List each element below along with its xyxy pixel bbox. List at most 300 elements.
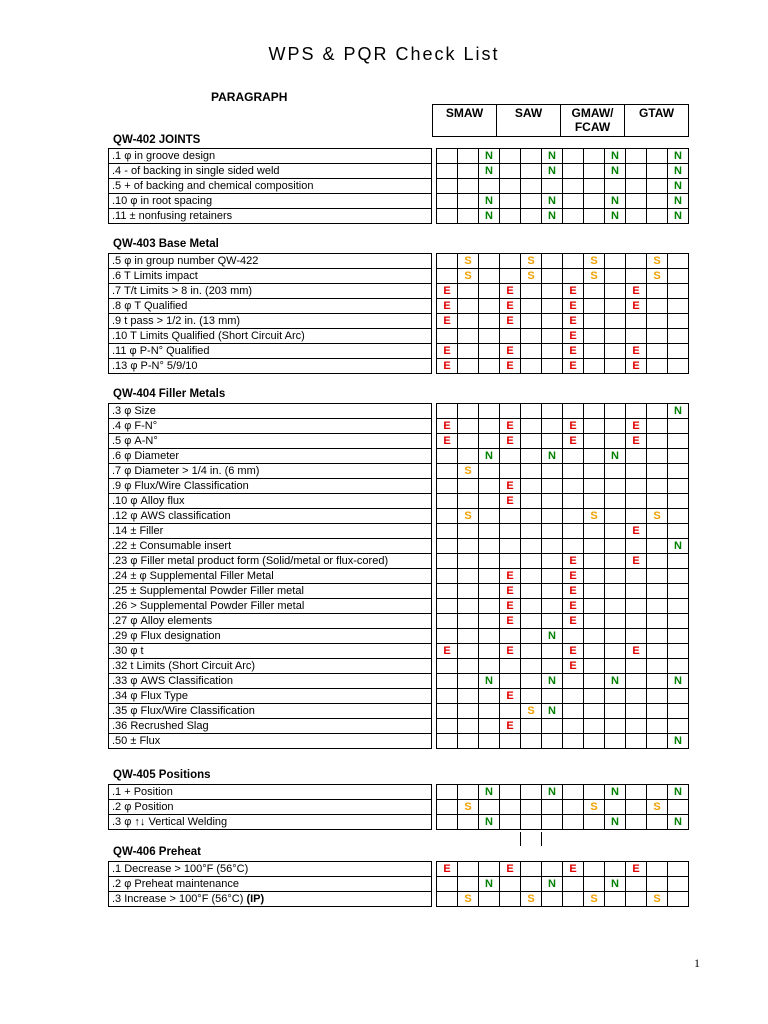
table-row (109, 892, 689, 907)
row-label: .33 φ AWS Classification (109, 674, 432, 689)
mark-cell (521, 359, 542, 374)
mark-cell: N (668, 179, 689, 194)
mark-cell (500, 785, 521, 800)
mark-cell: E (563, 554, 584, 569)
mark-cell: S (584, 509, 605, 524)
mark-cell: N (542, 149, 563, 164)
mark-cell (605, 644, 626, 659)
mark-cell (584, 554, 605, 569)
mark-cell (458, 554, 479, 569)
mark-cell (584, 815, 605, 830)
mark-cell (647, 299, 668, 314)
mark-cell (626, 569, 647, 584)
mark-cell (584, 569, 605, 584)
mark-cell: E (626, 434, 647, 449)
mark-cell (626, 800, 647, 815)
mark-cell (542, 524, 563, 539)
mark-cell (626, 254, 647, 269)
mark-cell (542, 719, 563, 734)
mark-cell: E (500, 419, 521, 434)
mark-cell (605, 554, 626, 569)
mark-cell (437, 877, 458, 892)
mark-cell (437, 704, 458, 719)
mark-cell (626, 209, 647, 224)
mark-cell: N (542, 164, 563, 179)
mark-cell (542, 892, 563, 907)
mark-cell (542, 644, 563, 659)
mark-cell (521, 815, 542, 830)
mark-cell (458, 479, 479, 494)
mark-cell: E (437, 314, 458, 329)
mark-cell (584, 299, 605, 314)
mark-cell (647, 674, 668, 689)
mark-cell (479, 284, 500, 299)
table-row (109, 539, 689, 554)
mark-cell (626, 689, 647, 704)
mark-cell (437, 494, 458, 509)
mark-cell (584, 704, 605, 719)
mark-cell (542, 569, 563, 584)
row-label: .22 ± Consumable insert (109, 539, 432, 554)
mark-cell (668, 344, 689, 359)
mark-cell (605, 179, 626, 194)
mark-cell (437, 269, 458, 284)
mark-cell (584, 329, 605, 344)
mark-cell: E (563, 419, 584, 434)
section-table (108, 861, 689, 907)
mark-cell (521, 509, 542, 524)
mark-cell (563, 179, 584, 194)
mark-cell: E (626, 344, 647, 359)
mark-cell (437, 629, 458, 644)
row-label: .7 T/t Limits > 8 in. (203 mm) (109, 284, 432, 299)
mark-cell (647, 877, 668, 892)
mark-cell (626, 194, 647, 209)
mark-cell (647, 614, 668, 629)
mark-cell (542, 269, 563, 284)
mark-cell (605, 329, 626, 344)
mark-cell (437, 554, 458, 569)
mark-cell (542, 494, 563, 509)
row-label: .3 φ Size (109, 404, 432, 419)
mark-cell (542, 815, 563, 830)
mark-cell (584, 719, 605, 734)
mark-cell (584, 659, 605, 674)
table-row (109, 785, 689, 800)
mark-cell (542, 479, 563, 494)
table-row (109, 734, 689, 749)
mark-cell: E (500, 569, 521, 584)
row-label: .5 φ A-N° (109, 434, 432, 449)
column-header-gtaw: GTAW (625, 105, 689, 137)
mark-cell (437, 674, 458, 689)
mark-cell (605, 629, 626, 644)
mark-cell (521, 419, 542, 434)
mark-cell (647, 209, 668, 224)
mark-cell: E (563, 299, 584, 314)
mark-cell (668, 659, 689, 674)
mark-cell (500, 329, 521, 344)
mark-cell (479, 599, 500, 614)
mark-cell: S (458, 509, 479, 524)
mark-cell: E (437, 419, 458, 434)
mark-cell (542, 329, 563, 344)
mark-cell: N (668, 194, 689, 209)
mark-cell: E (500, 434, 521, 449)
mark-cell (584, 734, 605, 749)
mark-cell (647, 659, 668, 674)
mark-cell (563, 524, 584, 539)
row-label: .36 Recrushed Slag (109, 719, 432, 734)
mark-cell (647, 344, 668, 359)
mark-cell: N (668, 539, 689, 554)
table-row (109, 704, 689, 719)
mark-cell (458, 209, 479, 224)
table-row (109, 179, 689, 194)
row-label: .6 T Limits impact (109, 269, 432, 284)
mark-cell (563, 785, 584, 800)
mark-cell: E (437, 434, 458, 449)
mark-cell (479, 584, 500, 599)
mark-cell (626, 479, 647, 494)
mark-cell: N (668, 149, 689, 164)
mark-cell (521, 164, 542, 179)
mark-cell: E (437, 862, 458, 877)
mark-cell (626, 269, 647, 284)
table-row (109, 584, 689, 599)
table-row (109, 269, 689, 284)
mark-cell: N (479, 209, 500, 224)
mark-cell: N (479, 785, 500, 800)
mark-cell (605, 599, 626, 614)
mark-cell: S (584, 892, 605, 907)
mark-cell (521, 479, 542, 494)
row-label: .9 t pass > 1/2 in. (13 mm) (109, 314, 432, 329)
mark-cell (626, 509, 647, 524)
table-row (109, 464, 689, 479)
mark-cell (626, 704, 647, 719)
mark-cell: N (479, 449, 500, 464)
mark-cell (437, 659, 458, 674)
mark-cell (437, 209, 458, 224)
mark-cell (479, 179, 500, 194)
table-row (109, 524, 689, 539)
mark-cell (521, 877, 542, 892)
mark-cell (437, 149, 458, 164)
mark-cell (542, 509, 563, 524)
mark-cell (626, 877, 647, 892)
mark-cell: N (479, 164, 500, 179)
mark-cell (500, 179, 521, 194)
mark-cell (458, 149, 479, 164)
section-title: QW-402 JOINTS (113, 134, 201, 146)
mark-cell: E (563, 344, 584, 359)
section-title: QW-403 Base Metal (113, 238, 219, 250)
mark-cell (500, 524, 521, 539)
mark-cell (458, 284, 479, 299)
mark-cell (542, 404, 563, 419)
mark-cell (668, 284, 689, 299)
row-label: .7 φ Diameter > 1/4 in. (6 mm) (109, 464, 432, 479)
row-label: .50 ± Flux (109, 734, 432, 749)
mark-cell: E (626, 862, 647, 877)
mark-cell (458, 494, 479, 509)
mark-cell (521, 614, 542, 629)
mark-cell (521, 344, 542, 359)
mark-cell (605, 509, 626, 524)
mark-cell: E (563, 329, 584, 344)
mark-cell (563, 164, 584, 179)
mark-cell (521, 785, 542, 800)
mark-cell (668, 704, 689, 719)
mark-cell (563, 464, 584, 479)
mark-cell: E (500, 494, 521, 509)
mark-cell (500, 404, 521, 419)
mark-cell: E (626, 419, 647, 434)
mark-cell (521, 674, 542, 689)
mark-cell (626, 674, 647, 689)
mark-cell (521, 464, 542, 479)
table-row (109, 599, 689, 614)
mark-cell (626, 539, 647, 554)
mark-cell (521, 554, 542, 569)
mark-cell (584, 149, 605, 164)
mark-cell (668, 584, 689, 599)
mark-cell: N (668, 734, 689, 749)
mark-cell: E (563, 659, 584, 674)
mark-cell (647, 524, 668, 539)
mark-cell (563, 449, 584, 464)
mark-cell (437, 614, 458, 629)
table-row (109, 254, 689, 269)
mark-cell: E (626, 284, 647, 299)
mark-cell (647, 179, 668, 194)
row-label: .30 φ t (109, 644, 432, 659)
mark-cell (626, 314, 647, 329)
mark-cell (458, 164, 479, 179)
mark-cell: N (605, 877, 626, 892)
mark-cell (626, 892, 647, 907)
mark-cell: N (605, 149, 626, 164)
mark-cell (458, 329, 479, 344)
mark-cell (437, 539, 458, 554)
mark-cell (479, 359, 500, 374)
mark-cell (626, 815, 647, 830)
mark-cell (605, 614, 626, 629)
mark-cell: S (521, 254, 542, 269)
mark-cell (437, 254, 458, 269)
mark-cell (521, 719, 542, 734)
mark-cell (605, 314, 626, 329)
mark-cell: E (500, 862, 521, 877)
table-row (109, 314, 689, 329)
mark-cell (647, 719, 668, 734)
mark-cell (479, 479, 500, 494)
row-label: .1 Decrease > 100°F (56°C) (109, 862, 432, 877)
mark-cell (605, 689, 626, 704)
mark-cell: N (605, 815, 626, 830)
mark-cell (437, 584, 458, 599)
mark-cell (437, 179, 458, 194)
mark-cell (437, 599, 458, 614)
table-row (109, 509, 689, 524)
mark-cell (500, 659, 521, 674)
mark-cell: S (521, 704, 542, 719)
mark-cell (500, 194, 521, 209)
mark-cell (500, 149, 521, 164)
section-table (108, 253, 689, 374)
row-label: .1 + Position (109, 785, 432, 800)
mark-cell (458, 877, 479, 892)
mark-cell (479, 554, 500, 569)
mark-cell (437, 164, 458, 179)
mark-cell (458, 419, 479, 434)
mark-cell (668, 419, 689, 434)
mark-cell (521, 284, 542, 299)
mark-cell (542, 584, 563, 599)
table-row (109, 164, 689, 179)
mark-cell: S (584, 269, 605, 284)
mark-cell: E (626, 644, 647, 659)
mark-cell: N (668, 815, 689, 830)
mark-cell: E (437, 284, 458, 299)
mark-cell: S (458, 464, 479, 479)
section-table (108, 784, 689, 830)
mark-cell (479, 800, 500, 815)
mark-cell: E (626, 524, 647, 539)
mark-cell (458, 644, 479, 659)
mark-cell: E (437, 299, 458, 314)
row-label: .6 φ Diameter (109, 449, 432, 464)
mark-cell (521, 179, 542, 194)
mark-cell (563, 269, 584, 284)
mark-cell (542, 464, 563, 479)
mark-cell: N (668, 404, 689, 419)
mark-cell (437, 734, 458, 749)
mark-cell: N (479, 815, 500, 830)
mark-cell (437, 404, 458, 419)
table-row (109, 554, 689, 569)
mark-cell: N (542, 449, 563, 464)
mark-cell (458, 659, 479, 674)
mark-cell (542, 284, 563, 299)
row-label: .8 φ T Qualified (109, 299, 432, 314)
mark-cell (584, 314, 605, 329)
mark-cell: N (605, 194, 626, 209)
mark-cell (626, 629, 647, 644)
mark-cell: S (458, 269, 479, 284)
mark-cell (521, 314, 542, 329)
mark-cell (500, 539, 521, 554)
mark-cell (668, 524, 689, 539)
mark-cell (647, 359, 668, 374)
mark-cell (647, 479, 668, 494)
mark-cell (521, 644, 542, 659)
mark-cell: N (542, 674, 563, 689)
section-title: QW-406 Preheat (113, 846, 201, 858)
mark-cell (605, 719, 626, 734)
mark-cell (542, 599, 563, 614)
mark-cell: N (605, 209, 626, 224)
mark-cell (668, 509, 689, 524)
row-label: .12 φ AWS classification (109, 509, 432, 524)
mark-cell (479, 569, 500, 584)
mark-cell: E (500, 479, 521, 494)
mark-cell (584, 179, 605, 194)
row-label: .3 φ ↑↓ Vertical Welding (109, 815, 432, 830)
mark-cell (626, 149, 647, 164)
mark-cell (668, 569, 689, 584)
section-table (108, 148, 689, 224)
mark-cell (521, 569, 542, 584)
mark-cell (584, 434, 605, 449)
mark-cell (647, 704, 668, 719)
table-row (109, 299, 689, 314)
mark-cell (647, 785, 668, 800)
mark-cell (647, 862, 668, 877)
mark-cell (458, 584, 479, 599)
row-label: .2 φ Preheat maintenance (109, 877, 432, 892)
mark-cell: E (437, 644, 458, 659)
mark-cell (479, 269, 500, 284)
mark-cell (605, 464, 626, 479)
mark-cell: E (563, 434, 584, 449)
mark-cell: E (563, 314, 584, 329)
mark-cell: E (563, 584, 584, 599)
mark-cell: E (500, 359, 521, 374)
mark-cell (647, 449, 668, 464)
mark-cell (647, 284, 668, 299)
mark-cell (605, 659, 626, 674)
mark-cell (479, 539, 500, 554)
mark-cell (479, 704, 500, 719)
mark-cell (647, 629, 668, 644)
table-row (109, 329, 689, 344)
mark-cell: E (626, 359, 647, 374)
mark-cell: E (437, 359, 458, 374)
mark-cell (521, 329, 542, 344)
mark-cell (668, 254, 689, 269)
mark-cell: E (500, 284, 521, 299)
mark-cell (647, 464, 668, 479)
mark-cell (521, 149, 542, 164)
mark-cell: N (479, 149, 500, 164)
mark-cell (584, 464, 605, 479)
mark-cell (584, 584, 605, 599)
table-row (109, 494, 689, 509)
mark-cell: E (500, 644, 521, 659)
mark-cell: N (605, 785, 626, 800)
mark-cell (479, 659, 500, 674)
row-label: .24 ± φ Supplemental Filler Metal (109, 569, 432, 584)
mark-cell: S (458, 892, 479, 907)
mark-cell (479, 344, 500, 359)
mark-cell (458, 734, 479, 749)
row-label: .32 t Limits (Short Circuit Arc) (109, 659, 432, 674)
mark-cell: S (647, 892, 668, 907)
mark-cell (479, 862, 500, 877)
mark-cell (668, 314, 689, 329)
mark-cell (647, 734, 668, 749)
mark-cell (563, 815, 584, 830)
mark-cell: N (542, 704, 563, 719)
mark-cell: E (500, 584, 521, 599)
table-row (109, 149, 689, 164)
mark-cell: N (668, 164, 689, 179)
mark-cell: E (500, 299, 521, 314)
row-label: .34 φ Flux Type (109, 689, 432, 704)
mark-cell (500, 674, 521, 689)
